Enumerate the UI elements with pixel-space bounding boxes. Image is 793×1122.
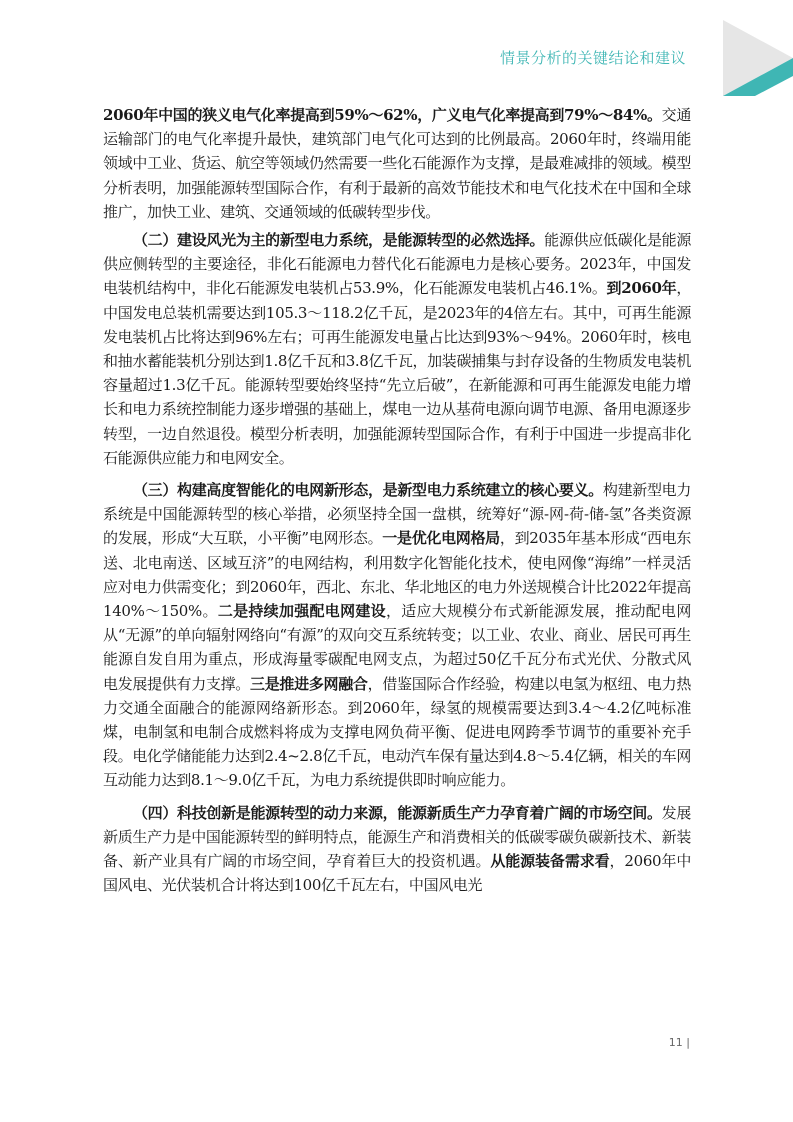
bold-text-run: （三）构建高度智能化的电网新形态，是新型电力系统建立的核心要义。	[133, 481, 603, 500]
text-run: 发展新质生产力是中国能源转型的鲜明特点，能源生产和消费相关的低碳零碳负碳新技术、新装备、新产业具有广阔的市场空间，孕育着巨大的投资机遇。	[103, 803, 691, 871]
body-paragraph	[103, 801, 691, 898]
text-run: ，到2035年基本形成“西电东送、北电南送、区域互济”的电网结构，利用数字化智能化技术，使电网像“海绵”一样灵活应对电力供需变化；到2060年，西北、东北、华北地区的电力外送规模合计比2022年提高140%～150%。	[103, 529, 692, 621]
bold-text-run: 二是持续加强配电网建设	[217, 602, 386, 621]
bold-text-run: （二）建设风光为主的新型电力系统，是能源转型的必然选择。	[133, 231, 545, 250]
page-number: 11 |	[668, 1036, 690, 1049]
bold-text-run: 从能源装备需求看	[490, 852, 610, 871]
body-paragraph	[103, 228, 691, 470]
text-run: ，借鉴国际合作经验，构建以电氢为枢纽、电力热力交通全面融合的能源网络新形态。到2060年，绿氢的规模需要达到3.4～4.2亿吨标准煤，电制氢和电制合成燃料将成为支撑电网负荷平衡、促进电网跨季节调节的重要补充手段。电化学储能能力达到2.4~2.8亿千瓦，电动汽车保有量达到4.8～5.4亿辆，相关的车网互动能力达到8.1～9.0亿千瓦，为电力系统提供即时响应能力。	[103, 674, 691, 790]
text-run: 构建新型电力系统是中国能源转型的核心举措，必须坚持全国一盘棋，统筹好“源-网-荷-储-氢”各类资源的发展，形成“大互联，小平衡”电网形态。	[103, 481, 691, 548]
bold-text-run: 一是优化电网格局	[382, 529, 500, 548]
corner-decoration	[683, 0, 793, 110]
bold-text-run: 三是推进多网融合	[250, 674, 368, 693]
body-paragraph	[103, 478, 691, 793]
text-run: 能源供应低碳化是能源供应侧转型的主要途径，非化石能源电力替代化石能源电力是核心要务。2023年，中国发电装机结构中，非化石能源发电装机占53.9%，化石能源发电装机占46.1%。	[103, 231, 691, 298]
document-body	[103, 103, 691, 906]
bold-text-run: 2060年中国的狭义电气化率提高到59%～62%，广义电气化率提高到79%～84%。	[103, 106, 662, 124]
text-run: ，适应大规模分布式新能源发展，推动配电网从“无源”的单向辐射网络向“有源”的双向交互系统转变；以工业、农业、商业、居民可再生能源自发自用为重点，形成海量零碳配电网支点，为超过50亿千瓦分布式光伏、分散式风电发展提供有力支撑。	[103, 602, 691, 693]
bold-text-run: （四）科技创新是能源转型的动力来源，能源新质生产力孕育着广阔的市场空间。	[133, 803, 662, 822]
text-run: 交通运输部门的电气化率提升最快，建筑部门电气化可达到的比例最高。2060年时，终端用能领域中工业、货运、航空等领域仍然需要一些化石能源作为支撑，是最难减排的领域。模型分析表明，加强能源转型国际合作，有利于最新的高效节能技术和电气化技术在中国和全球推广，加快工业、建筑、交通领域的低碳转型步伐。	[103, 106, 691, 221]
text-run: ，中国发电总装机需要达到105.3～118.2亿千瓦，是2023年的4倍左右。其中，可再生能源发电装机占比将达到96%左右；可再生能源发电量占比达到93%～94%。2060年时，核电和抽水蓄能装机分别达到1.8亿千瓦和3.8亿千瓦，加装碳捕集与封存设备的生物质发电装机容量超过1.3亿千瓦。能源转型要始终坚持“先立后破”，在新能源和可再生能源发电能力增长和电力系统控制能力逐步增强的基础上，煤电一边从基荷电源向调节电源、备用电源逐步转型，一边自然退役。模型分析表明，加强能源转型国际合作，有利于中国进一步提高非化石能源供应能力和电网安全。	[103, 279, 691, 467]
bold-text-run: 到2060年	[606, 279, 677, 298]
section-header-title: 情景分析的关键结论和建议	[500, 49, 687, 67]
body-paragraph	[103, 103, 691, 224]
text-run: ，2060年中国风电、光伏装机合计将达到100亿千瓦左右，中国风电光	[103, 852, 691, 895]
